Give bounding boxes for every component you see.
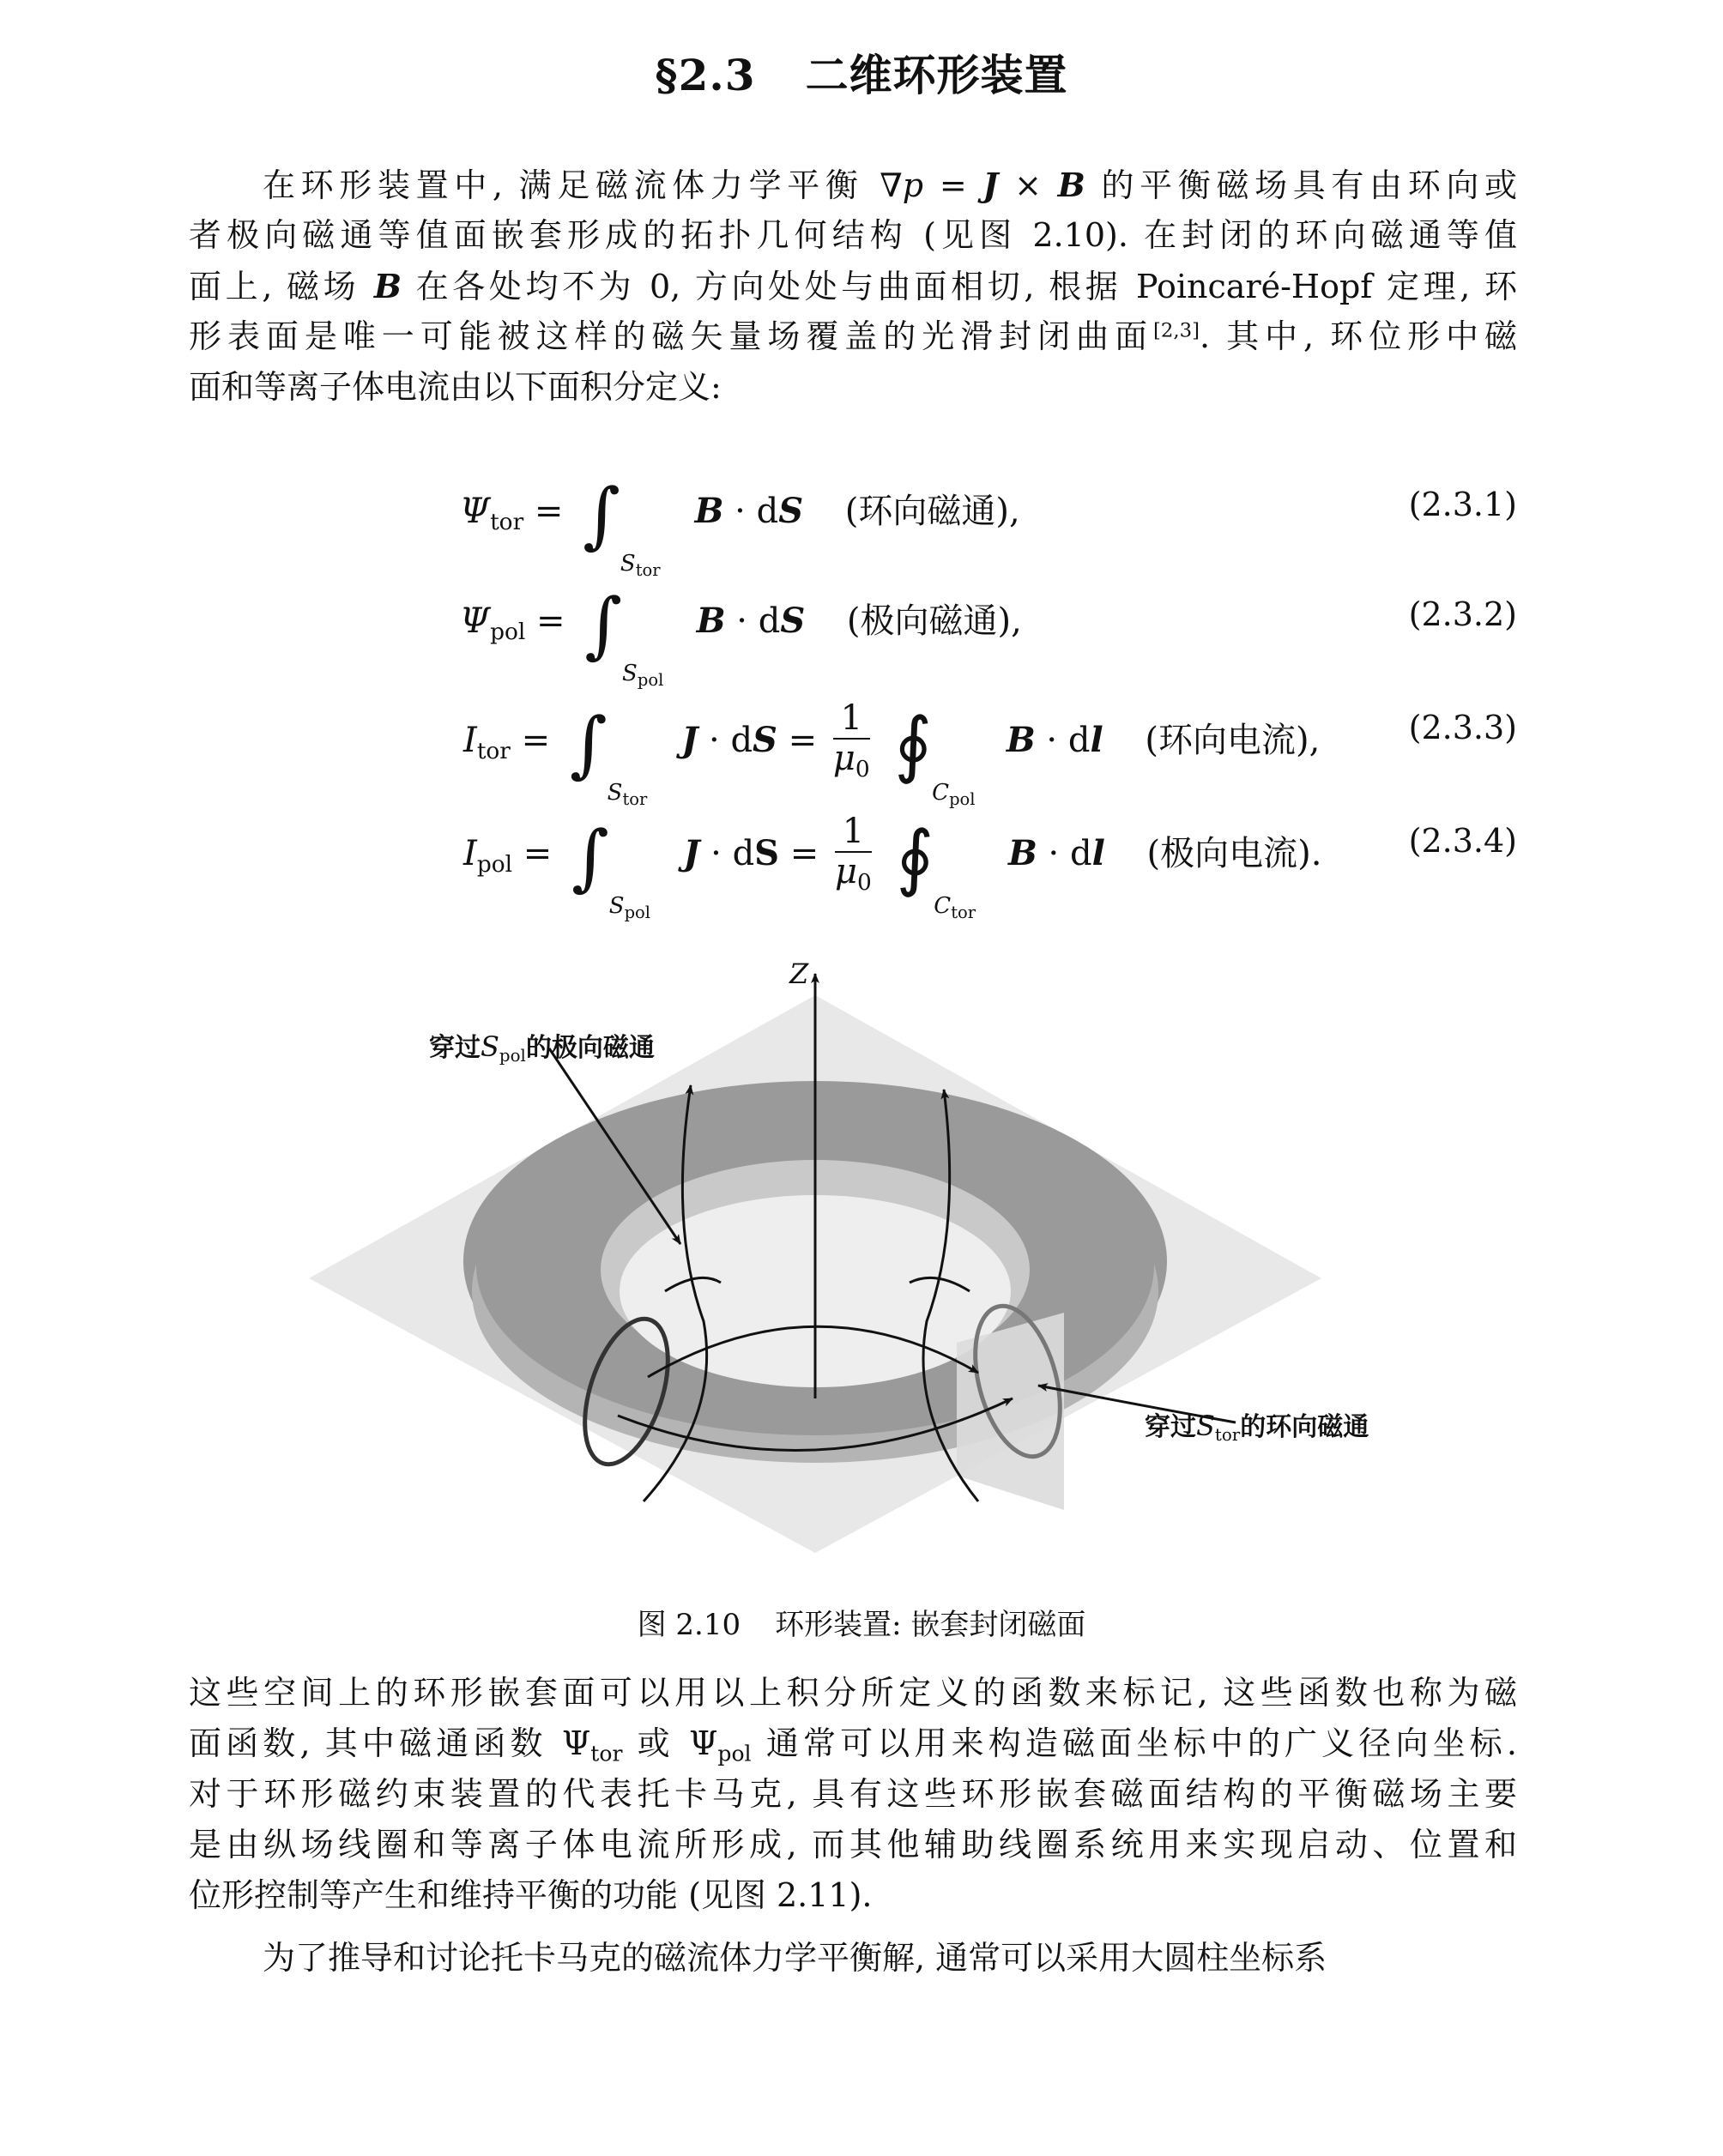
limit-symbol: C — [932, 780, 950, 806]
limit-sub: pol — [637, 669, 664, 690]
equation-number: (2.3.1) — [1408, 486, 1517, 523]
text: 在各处均不为 0, 方向处处与曲面相切, 根据 Poincaré-Hopf 定理, 环 — [401, 268, 1517, 305]
limit-symbol: C — [934, 893, 952, 919]
caption-number: 图 2.10 — [637, 1608, 741, 1642]
numerator: 1 — [833, 698, 870, 740]
integrand-l: l — [1090, 720, 1103, 760]
symbol-J: J — [982, 166, 999, 204]
lhs-sub: tor — [490, 508, 524, 535]
text: 在环形装置中, 满足磁流体力学平衡 ∇ — [263, 166, 903, 204]
sub: pol — [717, 1741, 752, 1766]
integrand-B: B — [1008, 833, 1037, 873]
limit-symbol: S — [607, 780, 623, 806]
mu-sub: 0 — [855, 755, 870, 782]
paragraph-2-line-1: 这些空间上的环形嵌套面可以用以上积分所定义的函数来标记, 这些函数也称为磁 — [189, 1674, 1517, 1712]
lhs-sub: pol — [490, 618, 526, 645]
limit-symbol: S — [620, 551, 636, 577]
paragraph-1-line-5: 面和等离子体电流由以下面积分定义: — [189, 368, 722, 406]
equation-body: $I_{pol} = \int S_{pol}$ J · dS = $\frac{1}{\mu_0}$ $∮C_{tor}$ B · dl (极向电流). — [463, 812, 1322, 922]
text: . 其中, 环位形中磁 — [1200, 317, 1517, 355]
paragraph-3-line-1: 为了推导和讨论托卡马克的磁流体力学平衡解, 通常可以采用大圆柱坐标系 — [263, 1939, 1327, 1977]
lhs-sub: tor — [476, 737, 511, 764]
text: 形表面是唯一可能被这样的磁矢量场覆盖的光滑封闭曲面 — [189, 317, 1153, 355]
paragraph-1 — [189, 160, 1517, 413]
integrand-dot: · d — [1037, 834, 1092, 873]
limit-sub: tor — [635, 559, 661, 580]
integrand-J: J — [683, 833, 700, 873]
fraction — [835, 812, 872, 896]
text: = — [923, 166, 983, 204]
integrand-B: B — [696, 601, 726, 641]
text: 的平衡磁场具有由环向或 — [1085, 166, 1517, 204]
paragraph-2-line-2 — [189, 1718, 1517, 1769]
integrand-J: J — [681, 720, 698, 760]
text: 或 Ψ — [622, 1724, 718, 1762]
limit-sub: tor — [951, 902, 976, 922]
paragraph-2-line-3: 对于环形磁约束装置的代表托卡马克, 具有这些环形嵌套磁面结构的平衡磁场主要 — [189, 1775, 1517, 1813]
equation-note: (环向电流), — [1145, 721, 1321, 760]
limit-symbol: S — [622, 661, 638, 686]
equation-2-3-3 — [0, 686, 1723, 809]
integral-sign: ∫ — [571, 815, 609, 899]
integrand-S: S — [754, 833, 780, 873]
text: 面函数, 其中磁通函数 Ψ — [189, 1724, 591, 1762]
section-title-text: 二维环形装置 — [805, 50, 1068, 100]
symbol-S: S — [481, 1030, 499, 1063]
integrand-dot: · d — [1035, 721, 1091, 760]
equation-number: (2.3.3) — [1408, 709, 1517, 746]
sub: pol — [499, 1045, 526, 1066]
equation-body: $\Psi_{tor} = \int S_{tor}$ B · dS (环向磁通), — [460, 473, 1020, 580]
equation-2-3-1 — [0, 463, 1723, 580]
integrand-l: l — [1091, 833, 1105, 873]
label-poloidal-flux — [429, 1026, 655, 1064]
citation: [2,3] — [1152, 319, 1200, 342]
integrand-dot: · d — [725, 601, 781, 641]
section-number: §2.3 — [655, 50, 756, 100]
paragraph-2 — [189, 1668, 1517, 1921]
integral-limit — [608, 893, 673, 922]
equation-note: (环向磁通), — [844, 492, 1020, 531]
mu: μ — [835, 852, 858, 891]
sub: tor — [1214, 1424, 1241, 1445]
mu: μ — [832, 739, 855, 778]
symbol-B: B — [373, 267, 402, 305]
integrand-B: B — [694, 491, 724, 531]
lhs: I — [463, 721, 477, 760]
integrand-dot: · d — [698, 721, 753, 760]
paragraph-2-line-5: 位形控制等产生和维持平衡的功能 (见图 2.11). — [189, 1876, 873, 1914]
z-axis-label: Z — [789, 957, 809, 990]
equation-number: (2.3.4) — [1408, 822, 1517, 860]
figure-caption — [0, 1601, 1723, 1643]
integral-limit — [622, 661, 686, 690]
text: 穿过 — [429, 1033, 481, 1063]
text: 的环向磁通 — [1240, 1412, 1369, 1442]
integrand-S: S — [753, 720, 777, 760]
equation-note: (极向电流). — [1146, 834, 1322, 873]
integrand-B: B — [1006, 720, 1036, 760]
contour-integral-sign: ∮ — [896, 815, 934, 899]
paragraph-2-line-4: 是由纵场线圈和等离子体电流所形成, 而其他辅助线圈系统用来实现启动、位置和 — [189, 1826, 1517, 1863]
text: 的极向磁通 — [525, 1033, 655, 1063]
lhs: Ψ — [460, 492, 491, 531]
integral-sign: ∫ — [569, 702, 608, 786]
equation-note: (极向磁通), — [846, 601, 1022, 641]
equation-2-3-2 — [0, 573, 1723, 690]
integrand-S: S — [778, 491, 804, 531]
lhs-sub: pol — [476, 850, 513, 878]
figure-2-10 — [309, 952, 1416, 1553]
limit-sub: pol — [949, 788, 976, 809]
contour-integral-sign: ∮ — [894, 702, 933, 786]
equation-body: $\Psi_{pol} = \int S_{pol}$ B · dS (极向磁通), — [460, 583, 1022, 690]
integral-sign: ∫ — [584, 583, 623, 667]
text: × — [998, 166, 1058, 204]
paragraph-3 — [189, 1933, 1517, 1984]
denominator — [835, 852, 872, 896]
limit-sub: pol — [624, 902, 651, 922]
symbol-B: B — [1057, 166, 1085, 204]
limit-sub: tor — [622, 788, 648, 809]
text: 面上, 磁场 — [189, 268, 374, 305]
symbol-p: p — [902, 166, 924, 204]
equation-number: (2.3.2) — [1408, 595, 1517, 633]
text: 通常可以用来构造磁面坐标中的广义径向坐标. — [751, 1724, 1518, 1762]
limit-symbol: S — [608, 893, 625, 919]
integral-sign: ∫ — [583, 473, 620, 557]
integrand-dot: · d — [699, 834, 755, 873]
mu-sub: 0 — [857, 868, 872, 896]
toroidal-cut-plane — [957, 1313, 1064, 1510]
lhs: Ψ — [460, 601, 491, 641]
section-title — [0, 41, 1723, 103]
equation-2-3-4 — [0, 800, 1723, 922]
numerator: 1 — [835, 812, 872, 853]
integral-limit — [934, 893, 997, 922]
paragraph-1-line-3 — [189, 261, 1517, 311]
paragraph-1-line-1 — [189, 160, 1517, 210]
paragraph-1-line-4 — [189, 311, 1517, 362]
equation-body: $I_{tor} = \int S_{tor}$ J · dS = $\frac{1}{\mu_0}$ $∮C_{pol}$ B · dl (环向电流), — [463, 698, 1321, 809]
lhs: I — [463, 834, 477, 873]
label-toroidal-flux — [1145, 1405, 1369, 1443]
symbol-S: S — [1196, 1410, 1215, 1442]
caption-text: 环形装置: 嵌套封闭磁面 — [775, 1608, 1086, 1642]
text: 穿过 — [1145, 1412, 1196, 1442]
sub: tor — [590, 1741, 623, 1766]
integrand-dot: · d — [723, 492, 779, 531]
paragraph-1-line-2: 者极向磁通等值面嵌套形成的拓扑几何结构 (见图 2.10). 在封闭的环向磁通等值 — [189, 216, 1517, 254]
denominator — [832, 739, 870, 782]
integrand-S: S — [780, 601, 806, 641]
fraction — [832, 698, 870, 782]
